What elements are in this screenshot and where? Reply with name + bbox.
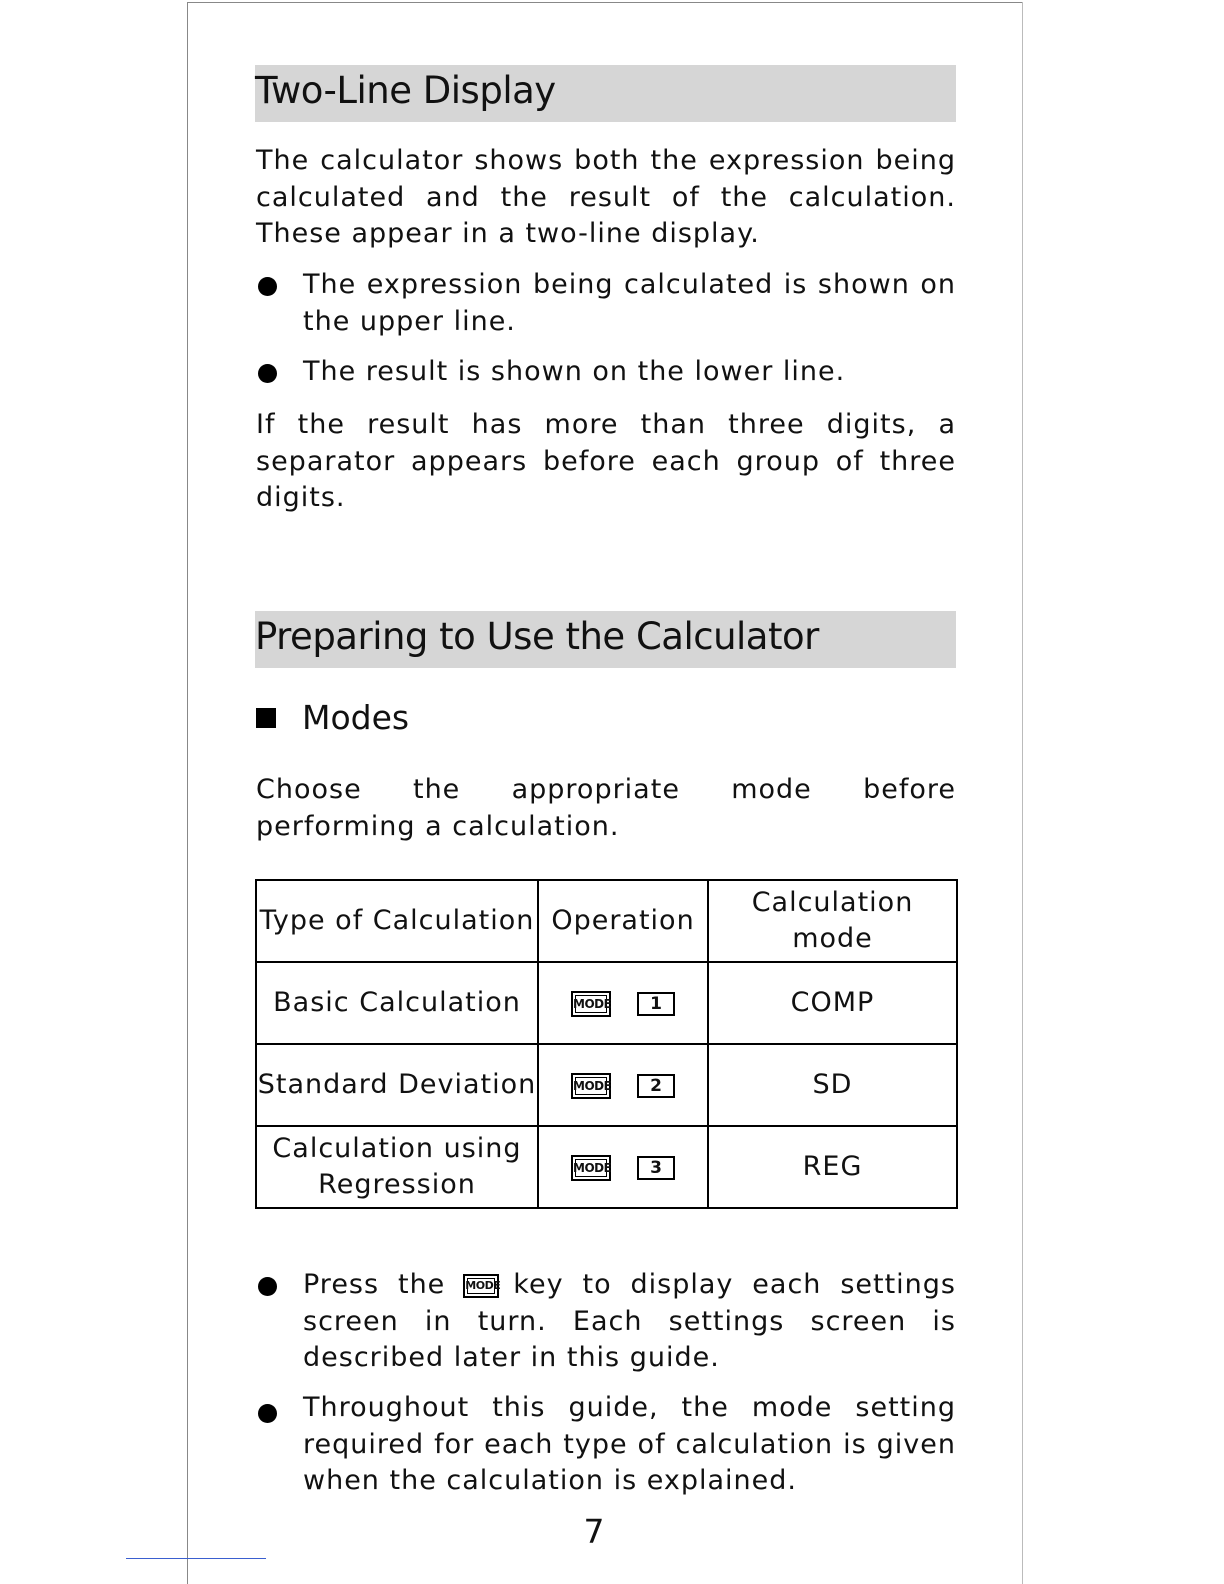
mode-cell: REG bbox=[708, 1126, 957, 1208]
mode-cell: SD bbox=[708, 1044, 957, 1126]
number-key-icon: 1 bbox=[637, 992, 675, 1016]
section-title: Preparing to Use the Calculator bbox=[255, 615, 819, 658]
list-item-text bbox=[303, 1267, 956, 1377]
edge-line bbox=[126, 1558, 266, 1559]
list-item-text: The expression being calculated is shown on the upper line. bbox=[303, 269, 956, 337]
table-header-row bbox=[256, 880, 957, 962]
type-line: Regression bbox=[318, 1169, 476, 1200]
bullet-text-end: key to display each settings screen in turn. Each settings screen is described later in this guide. bbox=[303, 1269, 957, 1373]
operation-cell bbox=[538, 1044, 708, 1126]
mode-key-icon: MODE bbox=[463, 1274, 499, 1298]
header-cell: Operation bbox=[538, 880, 708, 962]
modes-intro: Choose the appropriate mode before performing a calculation. bbox=[256, 774, 956, 842]
mode-key-icon: MODE bbox=[571, 991, 611, 1017]
mode-cell: COMP bbox=[708, 962, 957, 1044]
mode-key-icon: MODE bbox=[571, 1073, 611, 1099]
list-item-text: The result is shown on the lower line. bbox=[303, 356, 846, 387]
page-border-right bbox=[1022, 2, 1023, 1584]
number-key-icon: 2 bbox=[637, 1074, 675, 1098]
list-item-text: Throughout this guide, the mode setting required for each type of calculation is given when the calculation is explained. bbox=[303, 1392, 956, 1496]
type-cell bbox=[256, 1126, 538, 1208]
section-heading-preparing bbox=[255, 611, 956, 668]
table-row bbox=[256, 962, 957, 1044]
type-line: Calculation using bbox=[272, 1133, 522, 1164]
subheading-text: Modes bbox=[302, 698, 410, 737]
header-cell: Calculation mode bbox=[708, 880, 957, 962]
modes-table bbox=[255, 879, 958, 1209]
operation-cell bbox=[538, 962, 708, 1044]
bullet-icon bbox=[258, 277, 277, 296]
page-number: 7 bbox=[583, 1512, 605, 1551]
type-cell: Standard Deviation bbox=[256, 1044, 538, 1126]
separator-note: If the result has more than three digits, a separator appears before each group of three digits. bbox=[256, 409, 956, 513]
bullet-text-start: Press the bbox=[303, 1269, 446, 1300]
number-key-icon: 3 bbox=[637, 1156, 675, 1180]
operation-cell bbox=[538, 1126, 708, 1208]
square-bullet-icon bbox=[256, 708, 276, 728]
table-row bbox=[256, 1044, 957, 1126]
mode-key-icon: MODE bbox=[571, 1155, 611, 1181]
bullet-icon bbox=[258, 1404, 277, 1423]
page-border-left bbox=[187, 2, 188, 1584]
page-border-top bbox=[187, 2, 1023, 3]
table-row bbox=[256, 1126, 957, 1208]
section-heading-two-line-display bbox=[255, 65, 956, 122]
header-cell: Type of Calculation bbox=[256, 880, 538, 962]
type-cell: Basic Calculation bbox=[256, 962, 538, 1044]
bullet-icon bbox=[258, 1277, 277, 1296]
bullet-icon bbox=[258, 364, 277, 383]
intro-paragraph: The calculator shows both the expression being calculated and the result of the calculation. These appear in a two-line display. bbox=[256, 145, 956, 249]
section-title: Two-Line Display bbox=[255, 69, 556, 112]
